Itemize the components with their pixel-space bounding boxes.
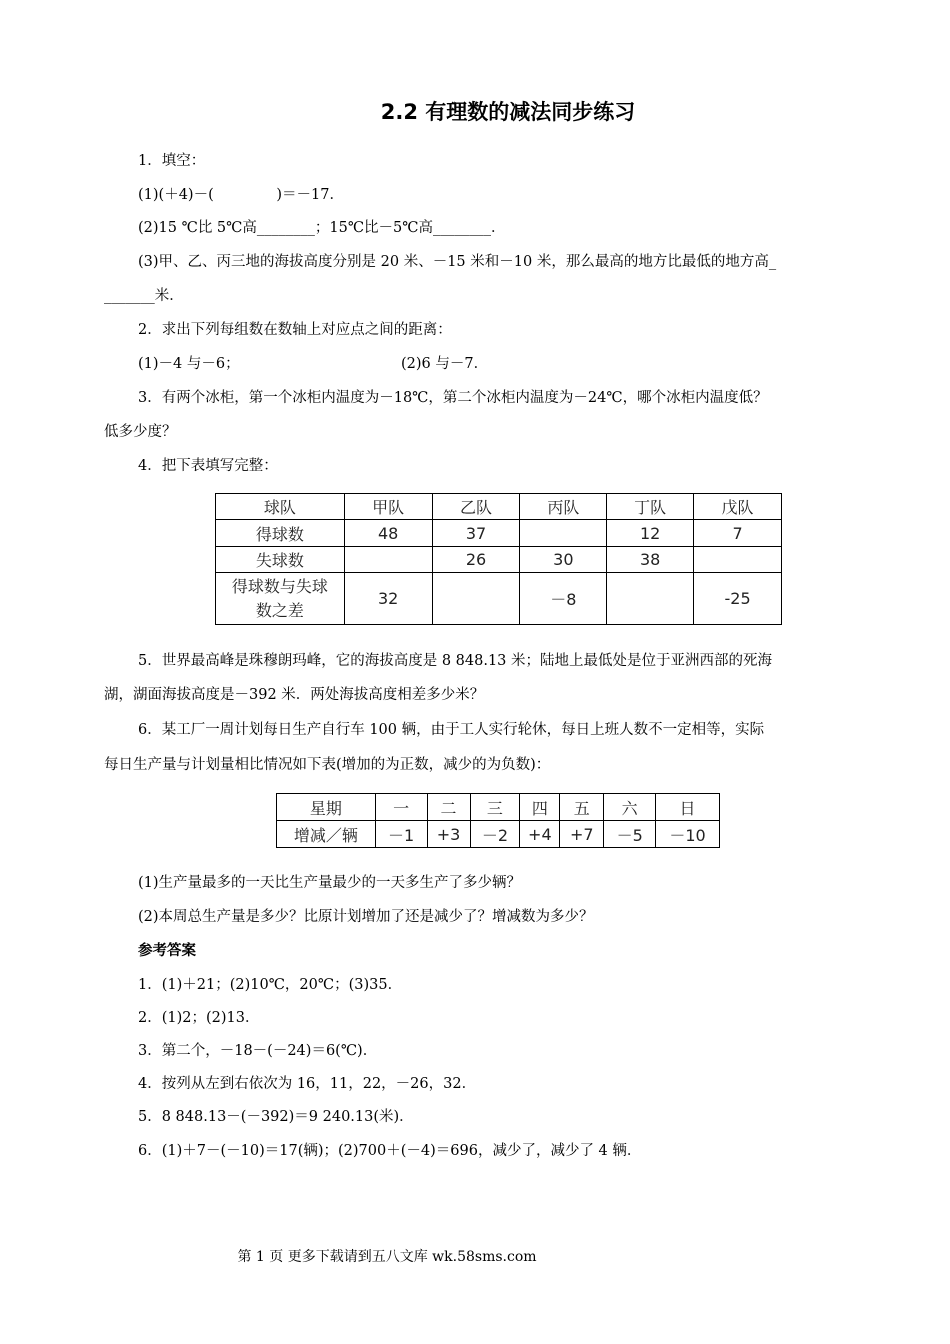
q6-line2: 每日生产量与计划量相比情况如下表(增加的为正数，减少的为负数)： — [104, 757, 551, 773]
row-label — [216, 573, 345, 625]
production-table — [276, 793, 720, 848]
table-cell: －5 — [604, 821, 656, 848]
table-row — [216, 547, 782, 573]
q2-part2: (2)6 与－7． — [401, 356, 489, 372]
answer-1: 1．(1)＋21；(2)10℃，20℃；(3)35． — [138, 977, 403, 993]
table-cell: +4 — [520, 821, 560, 848]
q2-heading: 2．求出下列每组数在数轴上对应点之间的距离： — [138, 322, 452, 338]
q5-line1: 5．世界最高峰是珠穆朗玛峰，它的海拔高度是 8 848.13 米；陆地上最低处是位于亚洲西部的死海 — [138, 653, 773, 669]
row-label-line: 得球数与失球 — [231, 576, 328, 596]
answer-3: 3．第二个，－18－(－24)＝6(℃)． — [138, 1043, 378, 1059]
table-cell: 37 — [432, 520, 520, 547]
row-label-line: 数之差 — [255, 600, 304, 620]
q1-part2: (2)15 ℃比 5℃高________；15℃比－5℃高________． — [138, 220, 506, 236]
answer-2: 2．(1)2；(2)13． — [138, 1010, 260, 1026]
table-cell: +7 — [560, 821, 604, 848]
header-cell: 一 — [375, 794, 427, 821]
table-row — [216, 573, 782, 625]
row-label: 失球数 — [216, 547, 345, 573]
table-cell: 26 — [432, 547, 520, 573]
table-cell — [607, 573, 694, 625]
q6-line1: 6．某工厂一周计划每日生产自行车 100 辆，由于工人实行轮休，每日上班人数不一定相等，实际 — [138, 722, 765, 738]
q4-heading: 4．把下表填写完整： — [138, 458, 278, 474]
header-cell: 丁队 — [607, 494, 694, 520]
header-cell: 五 — [560, 794, 604, 821]
header-cell: 四 — [520, 794, 560, 821]
answer-5: 5．8 848.13－(－392)＝9 240.13(米)． — [138, 1109, 414, 1125]
header-cell: 丙队 — [520, 494, 607, 520]
answer-6: 6．(1)＋7－(－10)＝17(辆)；(2)700＋(－4)＝696，减少了，减少了 4 辆． — [138, 1143, 642, 1159]
header-cell: 二 — [427, 794, 470, 821]
answers-heading: 参考答案 — [138, 942, 196, 959]
table-cell: －2 — [470, 821, 520, 848]
score-table — [215, 493, 782, 625]
table-cell: －8 — [520, 573, 607, 625]
table-row — [277, 821, 720, 848]
table-row — [216, 520, 782, 547]
table-cell: －10 — [656, 821, 720, 848]
table-cell: 32 — [344, 573, 432, 625]
header-cell: 六 — [604, 794, 656, 821]
header-cell: 三 — [470, 794, 520, 821]
header-cell: 日 — [656, 794, 720, 821]
table-cell: 12 — [607, 520, 694, 547]
table-cell: 30 — [520, 547, 607, 573]
header-cell: 戊队 — [694, 494, 782, 520]
q6-sub1: (1)生产量最多的一天比生产量最少的一天多生产了多少辆？ — [138, 875, 522, 891]
q1-heading: 1．填空： — [138, 153, 206, 169]
q5-line2: 湖，湖面海拔高度是－392 米．两处海拔高度相差多少米？ — [104, 687, 485, 703]
table-cell: 38 — [607, 547, 694, 573]
header-cell: 乙队 — [432, 494, 520, 520]
production-table-header — [277, 794, 720, 821]
header-cell: 甲队 — [344, 494, 432, 520]
q1-part3-line2: _______米． — [104, 288, 184, 304]
table-cell — [694, 547, 782, 573]
q1-part3-line1: (3)甲、乙、丙三地的海拔高度分别是 20 米、－15 米和－10 米，那么最高的地方比最低的地方高_ — [138, 254, 777, 270]
row-label: 得球数 — [216, 520, 345, 547]
table-cell: 7 — [694, 520, 782, 547]
table-cell: －1 — [375, 821, 427, 848]
answer-4: 4．按列从左到右依次为 16，11，22，－26，32． — [138, 1076, 477, 1092]
page-footer: 第 1 页 更多下载请到五八文库 wk.58sms.com — [237, 1249, 537, 1265]
header-cell: 星期 — [277, 794, 376, 821]
table-cell: +3 — [427, 821, 470, 848]
q2-part1: (1)－4 与－6； — [138, 356, 240, 372]
score-table-header — [216, 494, 782, 520]
q3-line2: 低多少度？ — [104, 424, 177, 440]
q6-sub2: (2)本周总生产量是多少？比原计划增加了还是减少了？增减数为多少？ — [138, 909, 594, 925]
q1-part1: (1)(＋4)－( )＝－17． — [138, 187, 344, 203]
q3-line1: 3．有两个冰柜，第一个冰柜内温度为－18℃，第二个冰柜内温度为－24℃，哪个冰柜内温度低？ — [138, 390, 768, 406]
table-cell: 48 — [344, 520, 432, 547]
table-cell: -25 — [694, 573, 782, 625]
page-title: 2.2 有理数的减法同步练习 — [380, 100, 636, 124]
table-cell — [520, 520, 607, 547]
header-cell: 球队 — [216, 494, 345, 520]
table-cell — [344, 547, 432, 573]
table-cell — [432, 573, 520, 625]
row-label: 增减／辆 — [277, 821, 376, 848]
